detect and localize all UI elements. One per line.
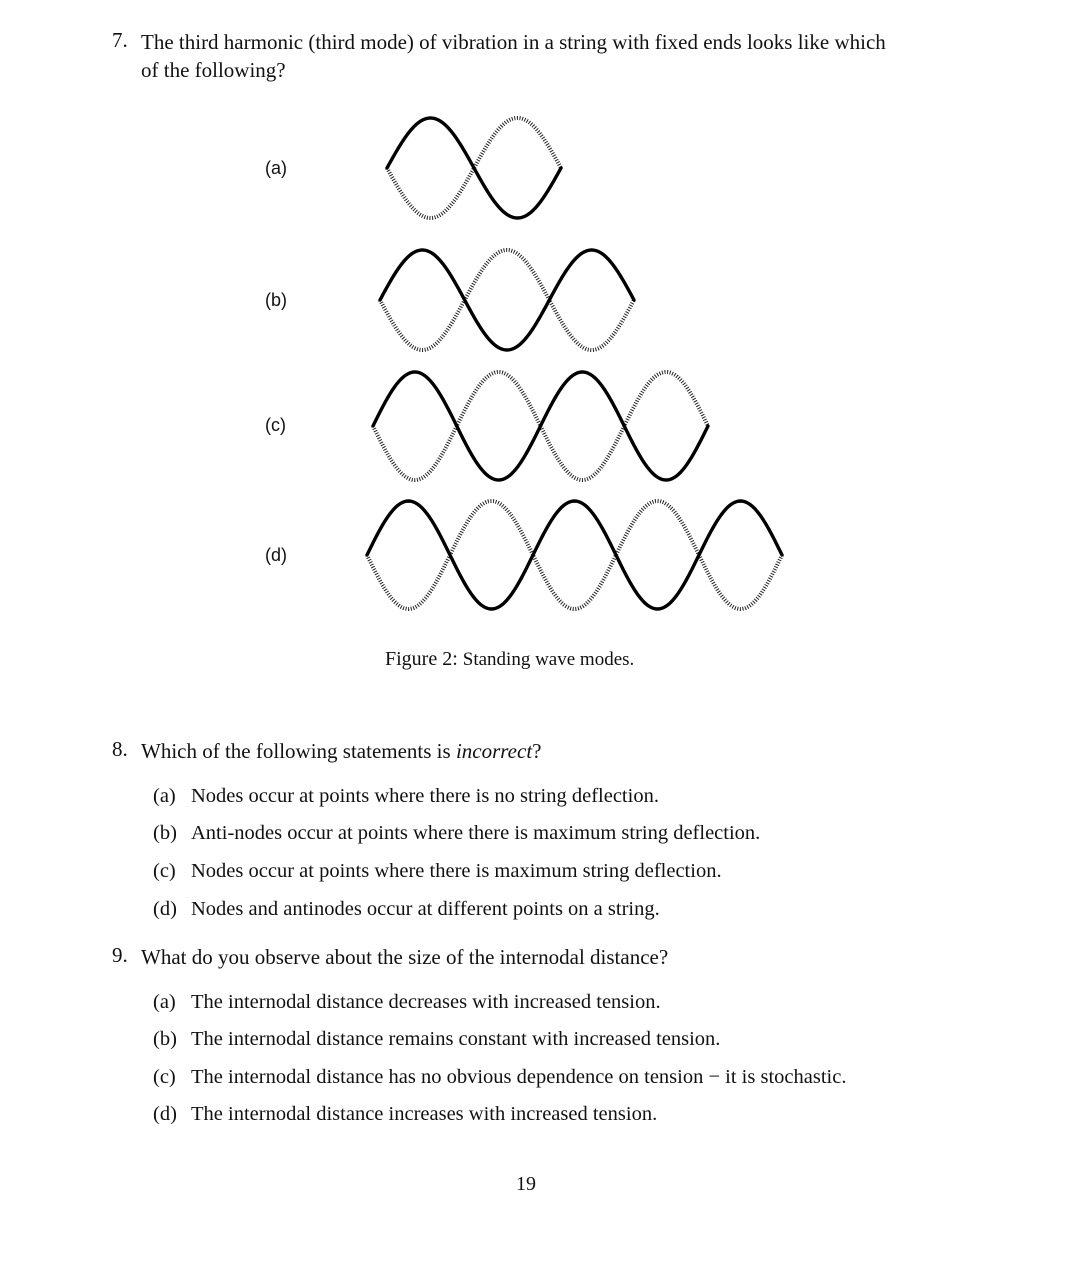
figure-label-d: (d) bbox=[265, 545, 287, 565]
question-9-option-d bbox=[153, 1103, 657, 1126]
option-label: (b) bbox=[153, 1028, 177, 1050]
question-8-option-c bbox=[153, 860, 722, 883]
figure-label-c: (c) bbox=[265, 415, 286, 435]
option-label: (c) bbox=[153, 860, 176, 882]
solid-wave-curve bbox=[367, 501, 782, 609]
question-7-text-line1: The third harmonic (third mode) of vibration in a string with fixed ends looks like which bbox=[141, 30, 886, 54]
question-8-option-a bbox=[153, 785, 659, 808]
option-text: The internodal distance remains constant with increased tension. bbox=[191, 1028, 721, 1050]
option-label: (b) bbox=[153, 822, 177, 844]
question-9-option-c bbox=[153, 1066, 846, 1089]
figure-caption-label: Figure 2: bbox=[385, 648, 458, 670]
option-text: The internodal distance increases with increased tension. bbox=[191, 1103, 658, 1125]
page-number: 19 bbox=[516, 1173, 536, 1195]
question-8-option-d bbox=[153, 898, 660, 921]
question-8-text bbox=[141, 737, 541, 765]
option-label: (a) bbox=[153, 785, 176, 807]
question-8-number: 8. bbox=[112, 737, 128, 761]
question-8-emphasis: incorrect bbox=[455, 739, 533, 763]
question-9-option-a bbox=[153, 991, 661, 1014]
option-text: Nodes occur at points where there is maximum string deflection. bbox=[191, 860, 722, 882]
question-7-text-line2: of the following? bbox=[141, 58, 286, 82]
option-text: The internodal distance decreases with increased tension. bbox=[191, 991, 661, 1013]
option-label: (d) bbox=[153, 1103, 177, 1125]
option-label: (d) bbox=[153, 898, 177, 920]
question-9-number: 9. bbox=[112, 943, 128, 967]
question-7-number: 7. bbox=[112, 28, 128, 52]
option-label: (a) bbox=[153, 991, 176, 1013]
figure-caption bbox=[385, 648, 634, 671]
option-text: Nodes occur at points where there is no string deflection. bbox=[191, 785, 659, 807]
question-8-text-start: Which of the following statements is bbox=[141, 739, 456, 763]
question-8-text-end: ? bbox=[532, 739, 542, 763]
question-9-option-b bbox=[153, 1028, 720, 1051]
option-label: (c) bbox=[153, 1066, 176, 1088]
figure-label-a: (a) bbox=[265, 158, 287, 178]
option-text: The internodal distance has no obvious dependence on tension − it is stochastic. bbox=[191, 1066, 847, 1088]
option-text: Nodes and antinodes occur at different points on a string. bbox=[191, 898, 660, 920]
figure-caption-text: Standing wave modes. bbox=[462, 649, 635, 670]
option-text: Anti-nodes occur at points where there is maximum string deflection. bbox=[191, 822, 761, 844]
question-9-text: What do you observe about the size of the internodal distance? bbox=[141, 945, 669, 969]
figure-label-b: (b) bbox=[265, 290, 287, 310]
question-8-option-b bbox=[153, 822, 760, 845]
